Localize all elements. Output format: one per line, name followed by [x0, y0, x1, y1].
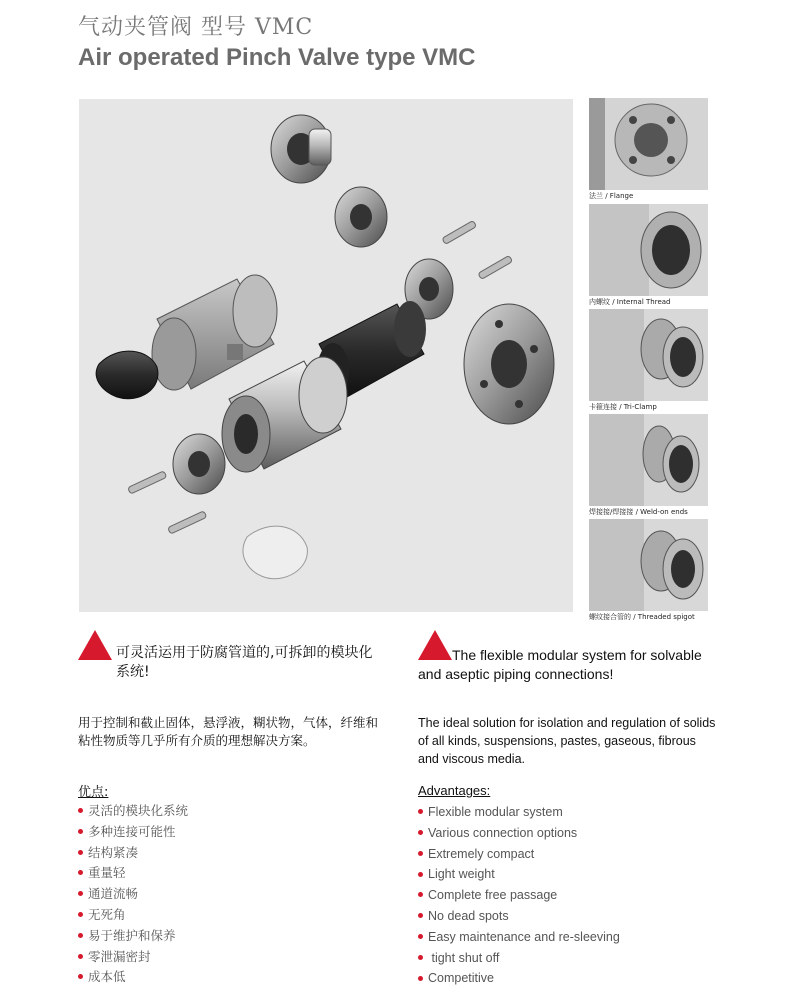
list-item: 无死角 — [78, 905, 188, 926]
list-item: Easy maintenance and re-sleeving — [418, 927, 620, 948]
list-item: 结构紧凑 — [78, 843, 188, 864]
weld-on-photo — [589, 414, 708, 506]
tri-clamp-photo — [589, 309, 708, 401]
exploded-view-image — [79, 99, 573, 612]
thumbnail-caption: 焊接接/焊接接 / Weld-on ends — [589, 508, 688, 516]
bullet-icon — [418, 851, 423, 856]
advantages-title-en: Advantages: — [418, 783, 491, 798]
thumbnail-caption: 内螺纹 / Internal Thread — [589, 298, 671, 306]
end-cap-black — [96, 351, 158, 399]
list-item: No dead spots — [418, 906, 620, 927]
thumbnail-threaded-spigot — [589, 519, 709, 622]
thumbnail-caption: 法兰 / Flange — [589, 192, 634, 200]
list-item: Extremely compact — [418, 844, 620, 865]
list-item: Complete free passage — [418, 885, 620, 906]
list-item: 易于维护和保养 — [78, 926, 188, 947]
thumbnail-tri-clamp — [589, 309, 709, 412]
list-item: Light weight — [418, 864, 620, 885]
bullet-icon — [418, 913, 423, 918]
list-item: Various connection options — [418, 823, 620, 844]
page-title-cn: 气动夹管阀 型号 VMC — [78, 15, 314, 40]
bullet-icon — [78, 954, 83, 959]
top-flange-part — [271, 115, 331, 183]
advantages-list-cn — [78, 801, 188, 988]
bullet-icon — [418, 830, 423, 835]
list-item: 灵活的模块化系统 — [78, 801, 188, 822]
bullet-icon — [418, 976, 423, 981]
exploded-valve-illustration — [79, 99, 573, 612]
large-flange-part — [464, 304, 554, 424]
list-item: 成本低 — [78, 967, 188, 988]
bullet-icon — [78, 933, 83, 938]
advantages-title-cn: 优点: — [78, 785, 109, 800]
bullet-icon — [78, 912, 83, 917]
bullet-icon — [418, 934, 423, 939]
valve-housing-steel — [222, 357, 347, 472]
thumbnail-internal-thread — [589, 204, 709, 307]
thumbnail-caption: 卡箍连接 / Tri-Clamp — [589, 403, 657, 411]
list-item: Flexible modular system — [418, 802, 620, 823]
bolts-top — [442, 220, 513, 279]
bullet-icon — [418, 955, 423, 960]
description-cn: 用于控制和截止固体，悬浮液，糊状物，气体，纤维和粘性物质等几乎所有介质的理想解决方案。 — [78, 715, 379, 748]
bullet-icon — [78, 850, 83, 855]
bullet-icon — [78, 808, 83, 813]
threaded-spigot-photo — [589, 519, 708, 611]
list-item: 重量轻 — [78, 863, 188, 884]
list-item: tight shut off — [418, 948, 620, 969]
flange-connection-photo — [589, 98, 708, 190]
thumbnail-weld-on — [589, 414, 709, 517]
bullet-icon — [78, 974, 83, 979]
list-item: 多种连接可能性 — [78, 822, 188, 843]
bullet-icon — [78, 891, 83, 896]
page-title-en: Air operated Pinch Valve type VMC — [78, 44, 476, 71]
bullet-icon — [78, 870, 83, 875]
headline-en: The flexible modular system for solvable and aseptic piping connections! — [418, 647, 702, 682]
bullet-icon — [78, 829, 83, 834]
second-flange-part — [335, 187, 387, 247]
advantages-list-en — [418, 802, 620, 989]
bullet-icon — [418, 872, 423, 877]
list-item: 通道流畅 — [78, 884, 188, 905]
red-triangle-icon — [78, 630, 112, 660]
list-item: Competitive — [418, 968, 620, 989]
thumbnail-caption: 螺纹接合管的 / Threaded spigot — [589, 613, 695, 621]
valve-housing-grey — [152, 275, 277, 390]
end-cap-white — [243, 526, 307, 579]
lower-flange-part — [173, 434, 225, 494]
list-item: 零泄漏密封 — [78, 947, 188, 968]
thumbnail-flange — [589, 98, 709, 201]
bullet-icon — [418, 809, 423, 814]
headline-cn: 可灵活运用于防腐管道的,可拆卸的模块化系统! — [116, 645, 373, 680]
description-en: The ideal solution for isolation and regulation of solids of all kinds, suspensions, pastes, gaseous, fibrous and viscous media. — [418, 716, 716, 766]
internal-thread-photo — [589, 204, 708, 296]
bullet-icon — [418, 892, 423, 897]
